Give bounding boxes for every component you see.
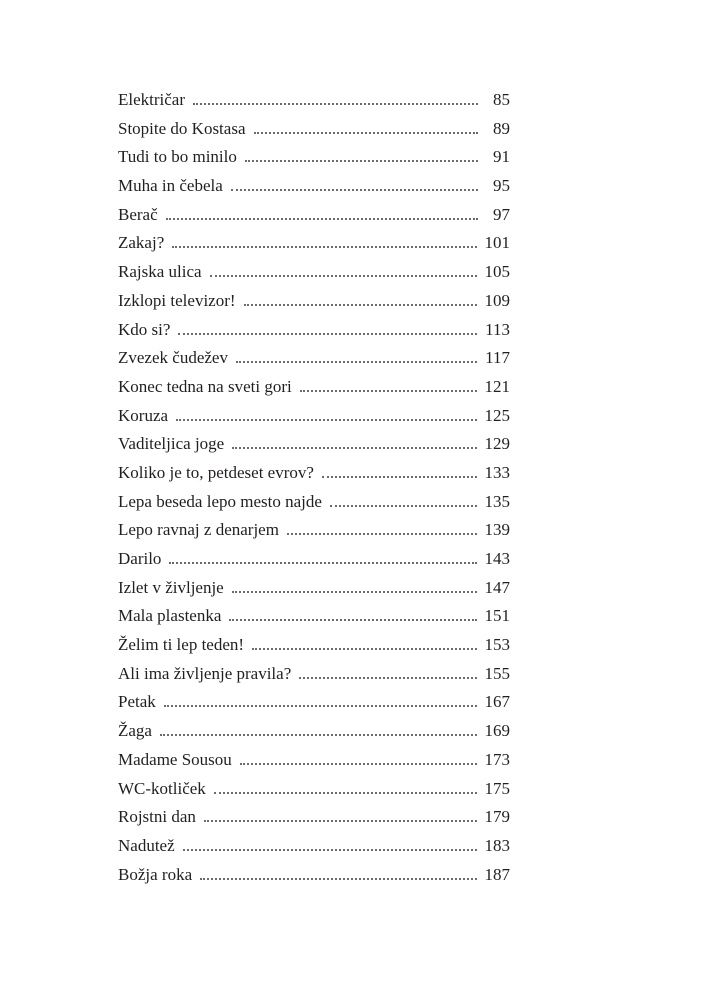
toc-entry <box>118 402 510 431</box>
toc-entry-title: Zakaj? <box>118 233 165 253</box>
toc-entry-title: Koliko je to, petdeset evrov? <box>118 462 314 482</box>
toc-entry-page-number: 125 <box>484 405 510 425</box>
toc-entry-page-number: 97 <box>493 204 510 224</box>
toc-entry <box>118 430 510 459</box>
toc-entry <box>118 832 510 861</box>
toc-entry-title: WC-kotliček <box>118 778 206 798</box>
toc-entry-title: Konec tedna na sveti gori <box>118 376 292 396</box>
toc-dot-leader <box>204 820 477 822</box>
toc-dot-leader <box>231 189 478 191</box>
toc-entry <box>118 574 510 603</box>
toc-entry <box>118 143 510 172</box>
toc-entry-title: Rojstni dan <box>118 807 196 827</box>
toc-entry-page-number: 151 <box>484 606 510 626</box>
toc-entry-page-number: 135 <box>484 491 510 511</box>
toc-dot-leader <box>245 160 478 162</box>
toc-entry <box>118 861 510 890</box>
toc-dot-leader <box>254 132 479 134</box>
toc-entry-title: Želim ti lep teden! <box>118 635 245 655</box>
table-of-contents <box>118 86 510 889</box>
toc-dot-leader <box>229 619 476 621</box>
toc-dot-leader <box>166 218 478 220</box>
toc-dot-leader <box>232 447 476 449</box>
toc-entry-page-number: 169 <box>484 721 510 741</box>
toc-entry-page-number: 121 <box>484 376 510 396</box>
toc-entry-page-number: 91 <box>493 147 510 167</box>
toc-entry <box>118 316 510 345</box>
toc-entry-page-number: 173 <box>484 749 510 769</box>
toc-entry-page-number: 143 <box>484 549 510 568</box>
toc-entry <box>118 803 510 832</box>
toc-entry-page-number: 85 <box>493 90 510 109</box>
toc-entry-title: Darilo <box>118 549 162 568</box>
toc-entry-page-number: 153 <box>484 635 510 655</box>
toc-dot-leader <box>330 505 477 507</box>
toc-entry <box>118 660 510 689</box>
toc-entry-title: Koruza <box>118 405 169 425</box>
toc-entry-title: Madame Sousou <box>118 749 232 769</box>
toc-entry <box>118 172 510 201</box>
toc-entry-title: Božja roka <box>118 864 193 884</box>
toc-dot-leader <box>299 677 476 679</box>
toc-entry-page-number: 109 <box>484 290 510 310</box>
toc-entry-title: Ali ima življenje pravila? <box>118 663 292 683</box>
toc-entry-page-number: 117 <box>485 348 510 368</box>
toc-entry <box>118 746 510 775</box>
toc-entry <box>118 287 510 316</box>
toc-entry-title: Nadutež <box>118 835 175 855</box>
toc-entry-title: Lepo ravnaj z denarjem <box>118 520 279 540</box>
toc-entry-page-number: 147 <box>484 577 510 597</box>
toc-dot-leader <box>183 849 477 851</box>
toc-entry-page-number: 113 <box>485 319 510 339</box>
toc-entry-page-number: 139 <box>484 520 510 540</box>
toc-entry <box>118 488 510 517</box>
toc-entry-title: Kdo si? <box>118 319 171 339</box>
toc-dot-leader <box>172 246 476 248</box>
toc-entry-page-number: 187 <box>484 864 510 884</box>
toc-entry <box>118 373 510 402</box>
toc-entry <box>118 229 510 258</box>
toc-entry-title: Stopite do Kostasa <box>118 118 246 138</box>
toc-entry-page-number: 175 <box>484 778 510 798</box>
toc-dot-leader <box>232 591 477 593</box>
toc-entry-page-number: 89 <box>493 118 510 138</box>
toc-entry <box>118 344 510 373</box>
toc-dot-leader <box>164 705 477 707</box>
toc-dot-leader <box>236 361 477 363</box>
toc-entry-title: Električar <box>118 90 186 109</box>
toc-entry-page-number: 133 <box>484 462 510 482</box>
toc-entry <box>118 545 510 574</box>
toc-entry <box>118 516 510 545</box>
toc-entry-title: Vaditeljica joge <box>118 434 225 454</box>
toc-dot-leader <box>160 734 477 736</box>
toc-entry-page-number: 101 <box>484 233 510 253</box>
toc-entry-title: Izklopi televizor! <box>118 290 236 310</box>
toc-entry-title: Žaga <box>118 721 152 741</box>
toc-entry-title: Mala plastenka <box>118 606 222 626</box>
toc-entry-page-number: 179 <box>484 807 510 827</box>
toc-entry <box>118 717 510 746</box>
toc-entry-page-number: 167 <box>484 692 510 712</box>
toc-dot-leader <box>214 792 477 794</box>
toc-entry <box>118 775 510 804</box>
toc-dot-leader <box>240 763 477 765</box>
toc-dot-leader <box>169 562 476 564</box>
toc-dot-leader <box>252 648 476 650</box>
toc-dot-leader <box>287 533 477 535</box>
toc-entry-title: Muha in čebela <box>118 176 223 196</box>
toc-entry-page-number: 129 <box>484 434 510 454</box>
toc-entry-title: Rajska ulica <box>118 262 202 282</box>
toc-entry-title: Zvezek čudežev <box>118 348 228 368</box>
toc-dot-leader <box>178 333 477 335</box>
toc-dot-leader <box>200 878 476 880</box>
toc-entry-title: Lepa beseda lepo mesto najde <box>118 491 322 511</box>
toc-entry-title: Izlet v življenje <box>118 577 224 597</box>
toc-dot-leader <box>176 419 476 421</box>
toc-entry-page-number: 95 <box>493 176 510 196</box>
toc-dot-leader <box>300 390 477 392</box>
toc-dot-leader <box>193 103 478 105</box>
toc-dot-leader <box>244 304 477 306</box>
toc-entry <box>118 201 510 230</box>
toc-entry <box>118 688 510 717</box>
toc-entry <box>118 115 510 144</box>
toc-entry-title: Berač <box>118 204 158 224</box>
toc-entry-page-number: 105 <box>484 262 510 282</box>
toc-entry-title: Tudi to bo minilo <box>118 147 237 167</box>
toc-entry-page-number: 155 <box>484 663 510 683</box>
toc-entry <box>118 631 510 660</box>
toc-entry <box>118 459 510 488</box>
toc-dot-leader <box>322 476 477 478</box>
toc-entry-title: Petak <box>118 692 156 712</box>
toc-entry <box>118 86 510 115</box>
toc-entry <box>118 258 510 287</box>
toc-entry-page-number: 183 <box>484 835 510 855</box>
toc-dot-leader <box>210 275 477 277</box>
toc-entry <box>118 602 510 631</box>
